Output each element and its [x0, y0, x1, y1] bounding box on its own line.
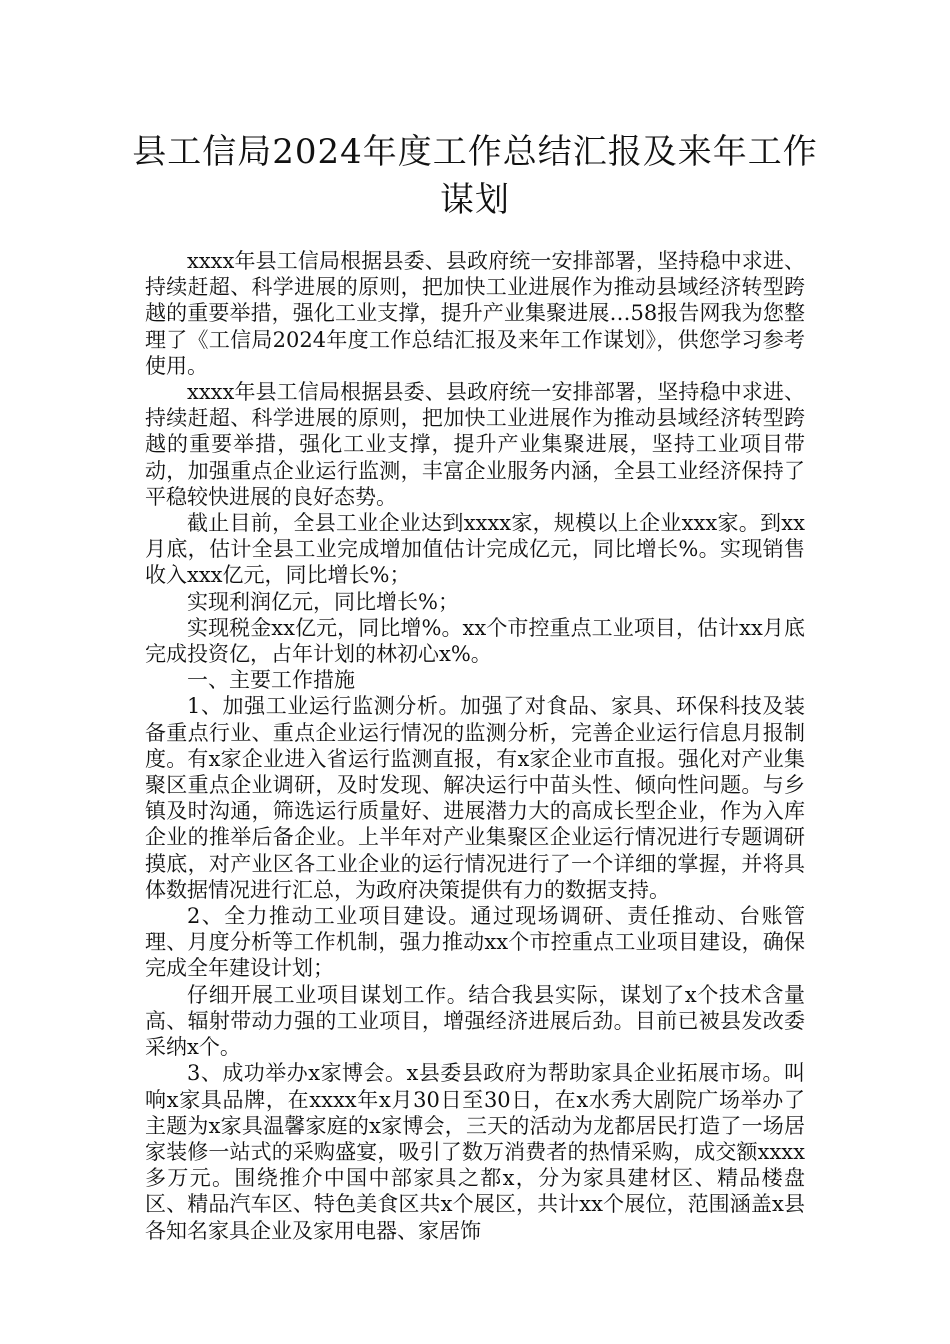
document-body	[145, 248, 805, 1244]
paragraph-measure-1: 1、加强工业运行监测分析。加强了对食品、家具、环保科技及装备重点行业、重点企业运行情况的监测分析，完善企业运行信息月报制度。有x家企业进入省运行监测直报，有x家企业市直报。强化对产业集聚区重点企业调研，及时发现、解决运行中苗头性、倾向性问题。与乡镇及时沟通，筛选运行质量好、进展潜力大的高成长型企业，作为入库企业的推举后备企业。上半年对产业集聚区企业运行情况进行专题调研摸底，对产业区各工业企业的运行情况进行了一个详细的掌握，并将具体数据情况进行汇总，为政府决策提供有力的数据支持。	[145, 694, 805, 902]
paragraph-tax: 实现税金xx亿元，同比增%。xx个市控重点工业项目，估计xx月底完成投资亿，占年计划的林初心x%。	[145, 615, 805, 667]
paragraph-intro: xxxx年县工信局根据县委、县政府统一安排部署，坚持稳中求进、持续赶超、科学进展的原则，把加快工业进展作为推动县域经济转型跨越的重要举措，强化工业支撑，提升产业集聚进展…58报告网我为您整理了《工信局2024年度工作总结汇报及来年工作谋划》，供您学习参考使用。	[145, 249, 805, 378]
paragraph-enterprise-stats: 截止目前，全县工业企业达到xxxx家，规模以上企业xxx家。到xx月底，估计全县工业完成增加值估计完成亿元，同比增长%。实现销售收入xxx亿元，同比增长%；	[145, 511, 805, 588]
document-title: 县工信局2024年度工作总结汇报及来年工作谋划	[132, 132, 818, 220]
paragraph-measure-3: 3、成功举办x家博会。x县委县政府为帮助家具企业拓展市场。叫响x家具品牌，在xxxx年x月30日至30日，在x水秀大剧院广场举办了主题为x家具温馨家庭的x家博会，三天的活动为龙都居民打造了一场居家装修一站式的采购盛宴，吸引了数万消费者的热情采购，成交额xxxx多万元。围绕推介中国中部家具之都x，分为家具建材区、精品楼盘区、精品汽车区、特色美食区共x个展区，共计xx个展位，范围涵盖x县各知名家具企业及家用电器、家居饰	[145, 1061, 805, 1243]
paragraph-project-planning: 仔细开展工业项目谋划工作。结合我县实际，谋划了x个技术含量高、辐射带动力强的工业项目，增强经济进展后劲。目前已被县发改委采纳x个。	[145, 982, 805, 1060]
paragraph-overview: xxxx年县工信局根据县委、县政府统一安排部署，坚持稳中求进、持续赶超、科学进展的原则，把加快工业进展作为推动县域经济转型跨越的重要举措，强化工业支撑，提升产业集聚进展，坚持工业项目带动，加强重点企业运行监测，丰富企业服务内涵，全县工业经济保持了平稳较快进展的良好态势。	[145, 380, 805, 509]
paragraph-profit: 实现利润亿元，同比增长%；	[187, 589, 459, 614]
section-heading-measures: 一、主要工作措施	[187, 668, 355, 693]
paragraph-measure-2: 2、全力推动工业项目建设。通过现场调研、责任推动、台账管理、月度分析等工作机制，强力推动xx个市控重点工业项目建设，确保完成全年建设计划；	[145, 904, 805, 981]
